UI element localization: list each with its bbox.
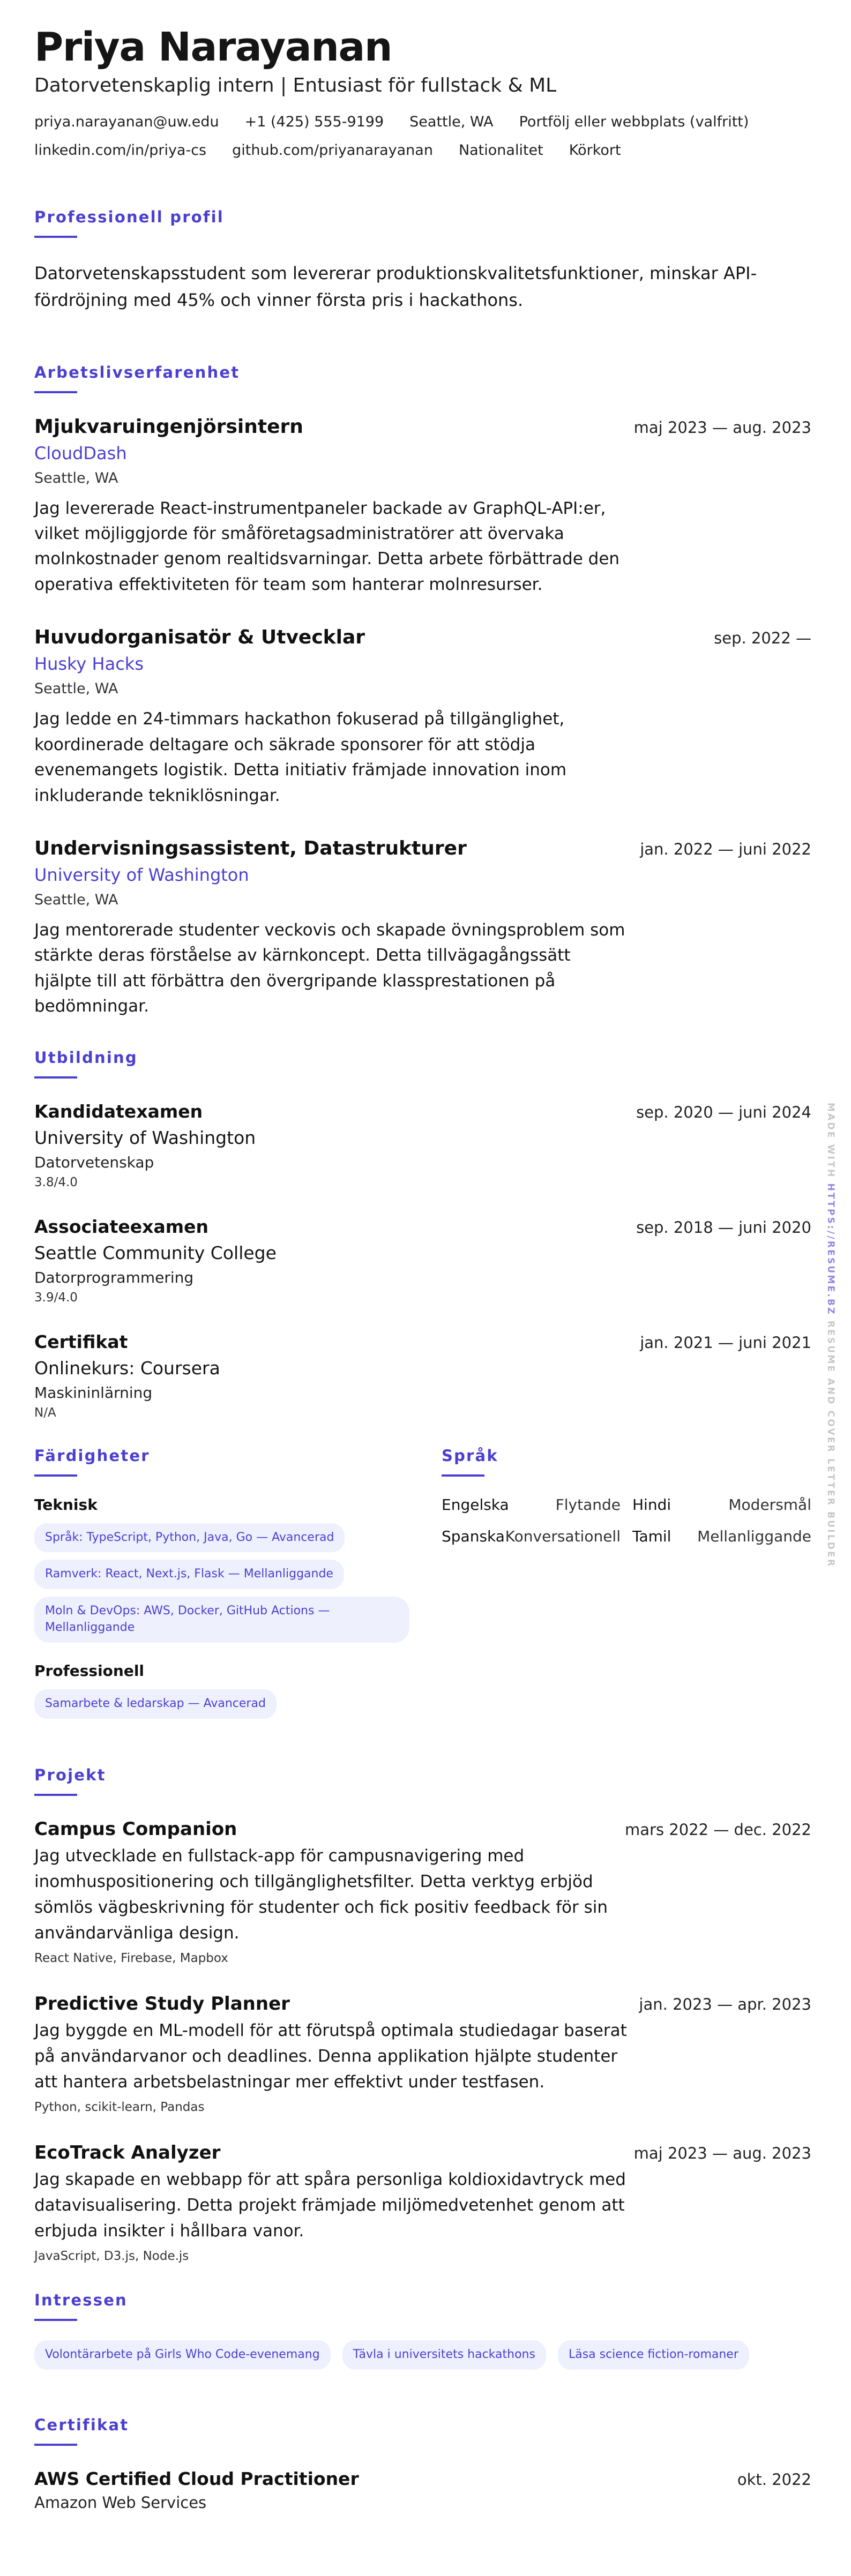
job-location: Seattle, WA	[34, 891, 118, 908]
interests-section	[34, 2291, 811, 2370]
education-date: sep. 2018 — juni 2020	[636, 1218, 811, 1237]
skills-languages-row	[34, 1447, 811, 1719]
project-description: Jag byggde en ML-modell för att förutspå optimala studiedagar baserat på användarvanor och deadlines. Denna applikation hjälpte studenter att hantera arbetsbelastningar mer effektivt under testfasen.	[34, 2020, 627, 2092]
language-name: Engelska	[442, 1495, 509, 1514]
language-item	[442, 1527, 621, 1545]
skill-tag: Moln & DevOps: AWS, Docker, GitHub Actions — Mellanliggande	[34, 1597, 409, 1643]
job-location: Seattle, WA	[34, 680, 118, 698]
profile-summary: Datorvetenskapsstudent som levererar produktionskvalitetsfunktioner, minskar API-fördröjning med 45% och vinner första pris i hackathons.	[34, 263, 757, 310]
job-location: Seattle, WA	[34, 469, 118, 486]
school-name: Onlinekurs: Coursera	[34, 1357, 220, 1379]
profile-section	[34, 208, 811, 313]
degree-name: Kandidatexamen	[34, 1100, 203, 1122]
language-item	[442, 1496, 621, 1514]
study-field: Datorprogrammering	[34, 1268, 194, 1286]
gpa: N/A	[34, 1405, 56, 1420]
language-item	[632, 1527, 811, 1545]
employer-name: Husky Hacks	[34, 654, 144, 675]
banner-prefix: MADE WITH	[825, 1103, 836, 1184]
gpa: 3.8/4.0	[34, 1175, 78, 1189]
project-date: jan. 2023 — apr. 2023	[639, 1995, 811, 2013]
language-level: Mellanliggande	[697, 1527, 811, 1545]
degree-name: Certifikat	[34, 1331, 128, 1352]
job-date: maj 2023 — aug. 2023	[633, 418, 811, 437]
section-title: Arbetslivserfarenhet	[34, 363, 240, 381]
section-rule	[34, 1474, 77, 1477]
candidate-name: Priya Narayanan	[34, 24, 392, 70]
education-section	[34, 1049, 811, 1420]
section-title: Språk	[442, 1446, 498, 1465]
contact-location: Seattle, WA	[409, 114, 494, 131]
skill-group-heading: Teknisk	[34, 1495, 98, 1514]
language-name: Spanska	[442, 1527, 505, 1545]
job-description: Jag ledde en 24-timmars hackathon fokuserad på tillgänglighet, koordinerade deltagare och säkrade sponsorer för att stödja evenemangets logistik. Detta initiativ främjade innovation inom inkluderande tekniklösningar.	[34, 709, 567, 805]
section-title: Färdigheter	[34, 1446, 150, 1465]
project-name: Campus Companion	[34, 1818, 237, 1840]
language-item	[632, 1496, 811, 1514]
contact-linkedin[interactable]: linkedin.com/in/priya-cs	[34, 142, 207, 159]
banner-suffix: RESUME AND COVER LETTER BUILDER	[825, 1315, 836, 1568]
employer-name: CloudDash	[34, 443, 127, 463]
contact-list	[34, 114, 785, 159]
job-title: Mjukvaruingenjörsintern	[34, 415, 303, 438]
education-item	[34, 1216, 811, 1305]
project-tech: Python, scikit-learn, Pandas	[34, 2100, 205, 2114]
section-title: Utbildning	[34, 1048, 138, 1067]
education-date: sep. 2020 — juni 2024	[636, 1103, 811, 1121]
project-description: Jag skapade en webbapp för att spåra personliga koldioxidavtryck med datavisualisering. Detta projekt främjade miljömedvetenhet genom att erbjuda insikter i hållbara vanor.	[34, 2169, 626, 2241]
language-name: Tamil	[632, 1527, 671, 1545]
study-field: Maskininlärning	[34, 1383, 153, 1402]
experience-section	[34, 363, 811, 1020]
banner-link[interactable]: HTTPS://RESUME.BZ	[825, 1183, 836, 1316]
skill-group-heading: Professionell	[34, 1661, 145, 1680]
projects-section	[34, 1766, 811, 2263]
interest-tag: Volontärarbete på Girls Who Code-evenemang	[34, 2340, 331, 2370]
contact-github[interactable]: github.com/priyanarayanan	[232, 142, 433, 159]
gpa: 3.9/4.0	[34, 1290, 78, 1305]
resume-page	[34, 26, 811, 2512]
project-date: mars 2022 — dec. 2022	[625, 1820, 811, 1839]
project-item	[34, 1818, 811, 1965]
section-rule	[34, 2319, 77, 2321]
job-title: Huvudorganisatör & Utvecklar	[34, 626, 365, 649]
project-name: EcoTrack Analyzer	[34, 2141, 221, 2163]
certificate-issuer: Amazon Web Services	[34, 2493, 207, 2512]
made-with-banner	[825, 1103, 836, 1568]
project-tech: JavaScript, D3.js, Node.js	[34, 2249, 189, 2264]
job-description: Jag mentorerade studenter veckovis och skapade övningsproblem som stärkte deras förståelse av kärnkoncept. Detta tillvägagångssätt hjälpte till att förbättra den övergripande klassprestationen på bedömningar.	[34, 920, 625, 1016]
certificate-date: okt. 2022	[737, 2470, 811, 2489]
contact-email[interactable]: priya.narayanan@uw.edu	[34, 114, 219, 131]
certificate-name: AWS Certified Cloud Practitioner	[34, 2468, 359, 2489]
job-date: jan. 2022 — juni 2022	[640, 840, 811, 858]
contact-drivers-license: Körkort	[569, 142, 621, 159]
language-level: Flytande	[555, 1495, 621, 1514]
project-description: Jag utvecklade en fullstack-app för campusnavigering med inomhuspositionering och tillgänglighetsfilter. Detta verktyg erbjöd sömlös vägbeskrivning för studenter och fick positiv feedback för sin användarvänliga design.	[34, 1846, 608, 1943]
project-item	[34, 1993, 811, 2114]
section-rule	[34, 1076, 77, 1079]
school-name: University of Washington	[34, 1127, 256, 1148]
job-title: Undervisningsassistent, Datastrukturer	[34, 837, 467, 859]
employer-name: University of Washington	[34, 864, 249, 885]
contact-portfolio[interactable]: Portfölj eller webbplats (valfritt)	[519, 114, 749, 131]
skill-tag: Samarbete & ledarskap — Avancerad	[34, 1689, 277, 1719]
section-title: Certifikat	[34, 2415, 129, 2434]
language-name: Hindi	[632, 1495, 671, 1514]
interest-tag: Tävla i universitets hackathons	[342, 2340, 546, 2370]
project-tech: React Native, Firebase, Mapbox	[34, 1951, 228, 1965]
section-title: Intressen	[34, 2291, 128, 2310]
experience-item	[34, 626, 811, 808]
contact-phone[interactable]: +1 (425) 555-9199	[244, 114, 384, 131]
degree-name: Associateexamen	[34, 1216, 208, 1237]
section-rule	[34, 391, 77, 393]
section-rule	[34, 236, 77, 238]
language-level: Konversationell	[505, 1527, 621, 1545]
experience-item	[34, 837, 811, 1020]
skills-section	[34, 1447, 409, 1719]
skill-group-professional	[34, 1662, 409, 1719]
languages-section	[442, 1447, 811, 1719]
education-item	[34, 1101, 811, 1189]
certificates-section	[34, 2416, 811, 2512]
project-date: maj 2023 — aug. 2023	[633, 2144, 811, 2162]
section-title: Professionell profil	[34, 208, 224, 227]
contact-nationality: Nationalitet	[458, 142, 543, 159]
project-item	[34, 2142, 811, 2263]
school-name: Seattle Community College	[34, 1242, 277, 1263]
candidate-headline: Datorvetenskaplig intern | Entusiast för fullstack & ML	[34, 74, 557, 97]
resume-header	[34, 26, 811, 159]
education-item	[34, 1331, 811, 1420]
section-title: Projekt	[34, 1765, 106, 1784]
interest-tag: Läsa science fiction-romaner	[558, 2340, 749, 2370]
job-description: Jag levererade React-instrumentpaneler backade av GraphQL-API:er, vilket möjliggjorde för småföretagsadministratörer att övervaka molnkostnader genom realtidsvarningar. Detta arbete förbättrade den operativa effektiviteten för team som hanterar molnresurser.	[34, 498, 620, 594]
section-rule	[34, 2444, 77, 2446]
skill-tag: Språk: TypeScript, Python, Java, Go — Avancerad	[34, 1523, 345, 1553]
section-rule	[442, 1474, 484, 1477]
language-level: Modersmål	[728, 1495, 811, 1514]
certificate-item	[34, 2468, 811, 2512]
study-field: Datorvetenskap	[34, 1153, 154, 1171]
job-date: sep. 2022 —	[714, 629, 811, 648]
skill-group-technical	[34, 1496, 409, 1643]
project-name: Predictive Study Planner	[34, 1993, 290, 2015]
education-date: jan. 2021 — juni 2021	[640, 1333, 811, 1352]
skill-tag: Ramverk: React, Next.js, Flask — Mellanliggande	[34, 1560, 344, 1589]
section-rule	[34, 1794, 77, 1796]
experience-item	[34, 416, 811, 598]
